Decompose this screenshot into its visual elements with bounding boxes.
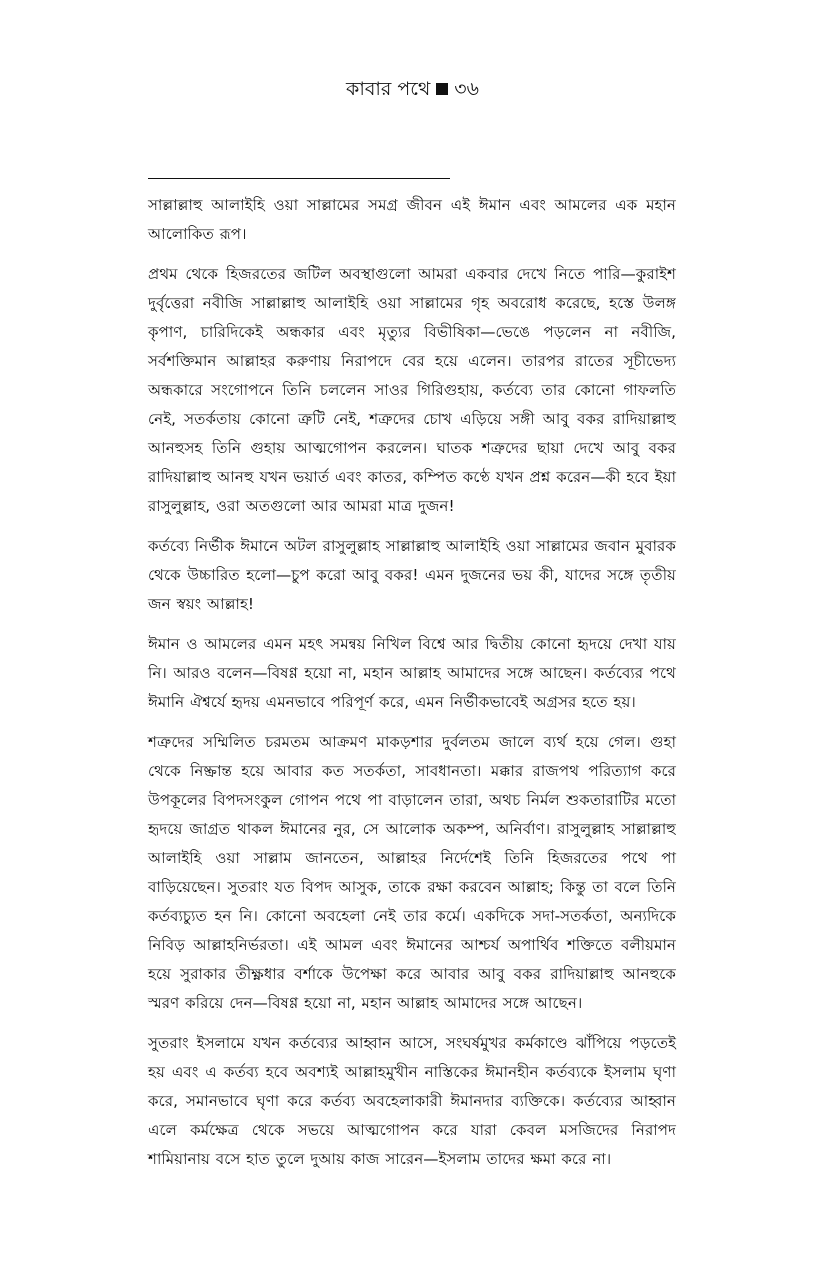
running-header [0,76,825,102]
paragraph: সুতরাং ইসলামে যখন কর্তব্যের আহ্বান আসে, সংঘর্ষমুখর কর্মকাণ্ডে ঝাঁপিয়ে পড়তেই হয় এবং এ কর্তব্য হবে অবশ্যই আল্লাহমুখীন নাস্তিকের ঈমানহীন কর্তব্যকে ইসলাম ঘৃণা করে, সমানভাবে ঘৃণা করে কর্তব্য অবহেলাকারী ঈমানদার ব্যক্তিকে। কর্তব্যের আহ্বান এলে কর্মক্ষেত্র থেকে সভয়ে আত্মগোপন করে যারা কেবল মসজিদের নিরাপদ শামিয়ানায় বসে হাত তুলে দুআয় কাজ সারেন—ইসলাম তাদের ক্ষমা করে না। [148,1034,676,1168]
paragraph: শত্রুদের সম্মিলিত চরমতম আক্রমণ মাকড়শার দুর্বলতম জালে ব্যর্থ হয়ে গেল। গুহা থেকে নিষ্ক্রান্ত হয়ে আবার কত সতর্কতা, সাবধানতা। মক্কার রাজপথ পরিত্যাগ করে উপকূলের বিপদসংকুল গোপন পথে পা বাড়ালেন তারা, অথচ নির্মল শুকতারাটির মতো হৃদয়ে জাগ্রত থাকল ঈমানের নুর, সে আলোক অকম্প, অনির্বাণ। রাসুলুল্লাহ সাল্লাল্লাহু আলাইহি ওয়া সাল্লাম জানতেন, আল্লাহর নির্দেশেই তিনি হিজরতের পথে পা বাড়িয়েছেন। সুতরাং যত বিপদ আসুক, তাকে রক্ষা করবেন আল্লাহ; কিন্তু তা বলে তিনি কর্তব্যচ্যুত হন নি। কোনো অবহেলা নেই তার কর্মে। একদিকে সদা-সতর্কতা, অন্যদিকে নিবিড় আল্লাহনির্ভরতা। এই আমল এবং ঈমানের আশ্চর্য অপার্থিব শক্তিতে বলীয়মান হয়ে সুরাকার তীক্ষ্ণধার বর্শাকে উপেক্ষা করে আবার আবু বকর রাদিয়াল্লাহু আনহুকে স্মরণ করিয়ে দেন—বিষণ্ণ হয়ো না, মহান আল্লাহ আমাদের সঙ্গে আছেন। [148,733,676,1012]
paragraph: সাল্লাল্লাহু আলাইহি ওয়া সাল্লামের সমগ্র জীবন এই ঈমান এবং আমলের এক মহান আলোকিত রূপ। [148,196,676,243]
paragraph: ঈমান ও আমলের এমন মহৎ সমন্বয় নিখিল বিশ্বে আর দ্বিতীয় কোনো হৃদয়ে দেখা যায় নি। আরও বলেন—বিষণ্ণ হয়ো না, মহান আল্লাহ আমাদের সঙ্গে আছেন। কর্তব্যের পথে ঈমানি ঐশ্বর্যে হৃদয় এমনভাবে পরিপূর্ণ করে, এমন নির্ভীকভাবেই অগ্রসর হতে হয়। [148,635,676,711]
paragraph: প্রথম থেকে হিজরতের জটিল অবস্থাগুলো আমরা একবার দেখে নিতে পারি—কুরাইশ দুর্বৃত্তেরা নবীজি সাল্লাল্লাহু আলাইহি ওয়া সাল্লামের গৃহ অবরোধ করেছে, হস্তে উলঙ্গ কৃপাণ, চারিদিকেই অন্ধকার এবং মৃত্যুর বিভীষিকা—ভেঙে পড়লেন না নবীজি, সর্বশক্তিমান আল্লাহর করুণায় নিরাপদে বের হয়ে এলেন। তারপর রাতের সূচীভেদ্য অন্ধকারে সংগোপনে তিনি চললেন সাওর গিরিগুহায়, কর্তব্যে তার কোনো গাফলতি নেই, সতর্কতায় কোনো ত্রুটি নেই, শত্রুদের চোখ এড়িয়ে সঙ্গী আবু বকর রাদিয়াল্লাহু আনহুসহ তিনি গুহায় আত্মগোপন করলেন। ঘাতক শত্রুদের ছায়া দেখে আবু বকর রাদিয়াল্লাহু আনহু যখন ভয়ার্ত এবং কাতর, কম্পিত কণ্ঠে যখন প্রশ্ন করেন—কী হবে ইয়া রাসুলুল্লাহ, ওরা অতগুলো আর আমরা মাত্র দুজন! [148,265,676,515]
section-divider [148,178,450,179]
page-number: ৩৬ [454,78,479,100]
header-title: কাবার পথে [346,78,431,100]
paragraph: কর্তব্যে নির্ভীক ঈমানে অটল রাসুলুল্লাহ সাল্লাল্লাহু আলাইহি ওয়া সাল্লামের জবান মুবারক থেকে উচ্চারিত হলো—চুপ করো আবু বকর! এমন দুজনের ভয় কী, যাদের সঙ্গে তৃতীয় জন স্বয়ং আল্লাহ! [148,537,676,613]
black-square-icon [436,83,448,95]
body-text [148,191,676,1185]
